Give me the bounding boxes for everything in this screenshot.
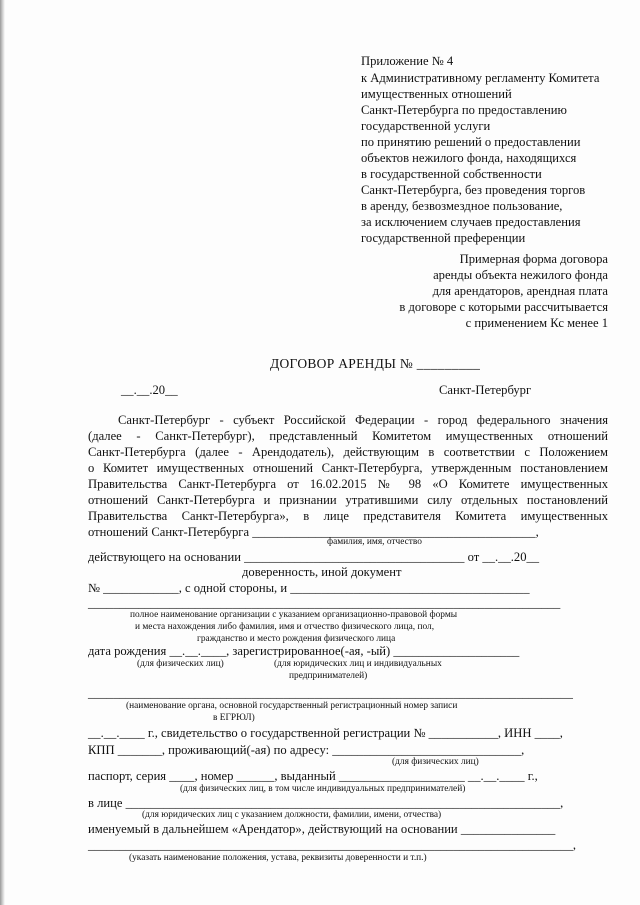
paragraph-line: Санкт-Петербурга (далее - Арендодатель), действующим в соответствии с Положением — [88, 445, 608, 459]
paragraph-line: Санкт-Петербург - субъект Российской Федерации - город федерального значения — [118, 413, 608, 427]
face-field[interactable]: в лице _____________________________________________________________________, — [88, 796, 564, 810]
caption-org: и места нахождения либо фамилия, имя и отчество физического лица, пол, — [135, 622, 435, 632]
passport-field[interactable]: паспорт, серия ____, номер ______, выданный ____________________ __.__.____ г., — [88, 769, 538, 783]
caption-face: (для юридических лиц с указанием должности, фамилии, имени, отчества) — [142, 810, 442, 820]
kpp-address-field[interactable]: КПП _______, проживающий(-ая) по адресу: ______________________________, — [88, 743, 525, 757]
caption-org: полное наименование организации с указанием организационно-правовой формы — [130, 610, 458, 620]
caption-physical-ip: (для физических лиц, в том числе индивидуальных предпринимателей) — [180, 784, 466, 794]
caption-org: гражданство и место рождения физического лица — [197, 634, 396, 644]
paragraph-line: Правительства Санкт-Петербурга», в лице представителя Комитета имущественных — [88, 509, 608, 523]
document-title: ДОГОВОР АРЕНДЫ № _________ — [270, 356, 481, 371]
caption-basis-doc: (указать наименование положения, устава, реквизиты доверенности и т.п.) — [129, 853, 427, 863]
caption-physical: (для физических лиц) — [137, 659, 224, 669]
caption-legal: (для юридических лиц и индивидуальных — [274, 659, 442, 669]
birth-field[interactable]: дата рождения __.__.____, зарегистрированное(-ая, -ый) ____________________ — [88, 644, 520, 658]
paragraph-line: отношений Санкт-Петербурга и признании утратившими силу отдельных постановлений — [88, 493, 608, 507]
separator-line[interactable]: ___________________________________________________________________________ — [88, 596, 561, 610]
paragraph-line: Правительства Санкт-Петербурга от 16.02.2015 № 98 «О Комитете имущественных — [88, 477, 608, 491]
named-field[interactable]: именуемый в дальнейшем «Арендатор», действующий на основании _______________ — [88, 822, 556, 836]
caption-registration: (наименование органа, основной государственный регистрационный номер записи — [126, 701, 458, 711]
appendix-line: к Административному регламенту Комитета — [361, 71, 600, 85]
appendix-line: Санкт-Петербурга по предоставлению — [361, 103, 567, 117]
appendix-line: государственной преференции — [361, 231, 526, 245]
caption-basis: доверенность, иной документ — [242, 565, 402, 579]
appendix-line: в государственной собственности — [361, 167, 542, 181]
appendix-line: по принятию решений о предоставлении — [361, 135, 581, 149]
paragraph-line: (далее - Санкт-Петербург), представленный Комитетом имущественных отношений — [88, 429, 608, 443]
caption-physical-2: (для физических лиц) — [392, 757, 479, 767]
form-note-line: в договоре с которыми рассчитывается — [399, 300, 608, 314]
scan-edge — [0, 0, 5, 905]
appendix-line: в аренду, безвозмездное пользование, — [361, 199, 563, 213]
form-note-line: Примерная форма договора — [459, 252, 608, 266]
appendix-line: за исключением случаев предоставления — [361, 215, 581, 229]
appendix-line: Санкт-Петербурга, без проведения торгов — [361, 183, 586, 197]
caption-fio: фамилия, имя, отчество — [327, 537, 422, 547]
form-note-line: аренды объекта нежилого фонда — [433, 268, 608, 282]
city-label: Санкт-Петербург — [439, 383, 532, 397]
appendix-line: имущественных отношений — [361, 87, 512, 101]
caption-legal: предпринимателей) — [289, 671, 368, 681]
certificate-field[interactable]: __.__.____ г., свидетельство о государственной регистрации № ___________, ИНН ____, — [88, 726, 563, 740]
caption-registration: в ЕГРЮЛ) — [213, 713, 255, 723]
basis-doc-field[interactable]: _____________________________________________________________________________, — [88, 838, 577, 852]
representative-field[interactable]: отношений Санкт-Петербурга _____________________________________________, — [88, 525, 539, 539]
form-note-line: для арендаторов, арендная плата — [432, 284, 608, 298]
form-note-line: с применением Кс менее 1 — [465, 316, 608, 330]
number-field[interactable]: № ____________, с одной стороны, и ______________________________________ — [88, 581, 530, 595]
appendix-line: Приложение № 4 — [361, 54, 454, 68]
basis-field[interactable]: действующего на основании ___________________________________ от __.__.20__ — [88, 550, 540, 564]
date-field[interactable]: __.__.20__ — [121, 383, 178, 397]
registration-field[interactable]: _____________________________________________________________________________ — [88, 686, 573, 700]
appendix-line: государственной услуги — [361, 119, 491, 133]
appendix-line: объектов нежилого фонда, находящихся — [361, 151, 577, 165]
paragraph-line: о Комитет имущественных отношений Санкт-Петербурга, утвержденным постановлением — [88, 461, 608, 475]
